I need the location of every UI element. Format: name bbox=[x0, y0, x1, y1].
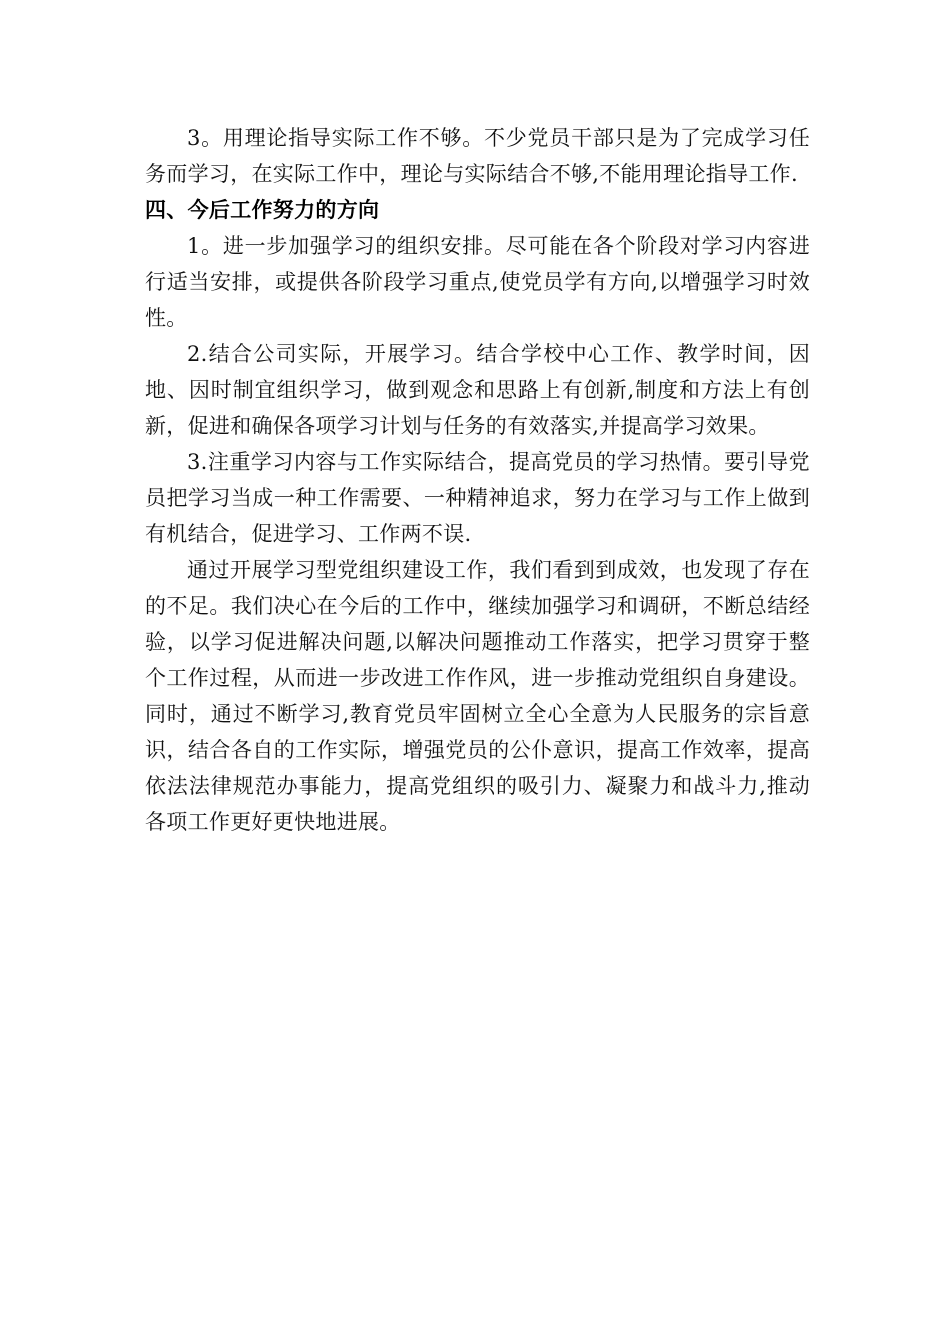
paragraph-theory-practice: 3。用理论指导实际工作不够。不少党员干部只是为了完成学习任务而学习，在实际工作中，理论与实际结合不够,不能用理论指导工作. bbox=[145, 126, 810, 186]
paragraph-company-practice: 2.结合公司实际，开展学习。结合学校中心工作、教学时间，因地、因时制宜组织学习，做到观念和思路上有创新,制度和方法上有创新，促进和确保各项学习计划与任务的有效落实,并提高学习效果。 bbox=[145, 342, 810, 438]
paragraph-content-combination: 3.注重学习内容与工作实际结合，提高党员的学习热情。要引导党员把学习当成一种工作需要、一种精神追求，努力在学习与工作上做到有机结合，促进学习、工作两不误. bbox=[145, 450, 810, 546]
paragraph-conclusion: 通过开展学习型党组织建设工作，我们看到到成效，也发现了存在的不足。我们决心在今后的工作中，继续加强学习和调研，不断总结经验，以学习促进解决问题,以解决问题推动工作落实，把学习贯穿于整个工作过程，从而进一步改进工作作风，进一步推动党组织自身建设。同时，通过不断学习,教育党员牢固树立全心全意为人民服务的宗旨意识，结合各自的工作实际，增强党员的公仆意识，提高工作效率，提高依法法律规范办事能力，提高党组织的吸引力、凝聚力和战斗力,推动各项工作更好更快地进展。 bbox=[145, 558, 810, 834]
section-heading: 四、今后工作努力的方向 bbox=[145, 198, 380, 222]
paragraph-organize-study: 1。进一步加强学习的组织安排。尽可能在各个阶段对学习内容进行适当安排，或提供各阶段学习重点,使党员学有方向,以增强学习时效性。 bbox=[145, 234, 810, 330]
document-body bbox=[145, 120, 810, 840]
